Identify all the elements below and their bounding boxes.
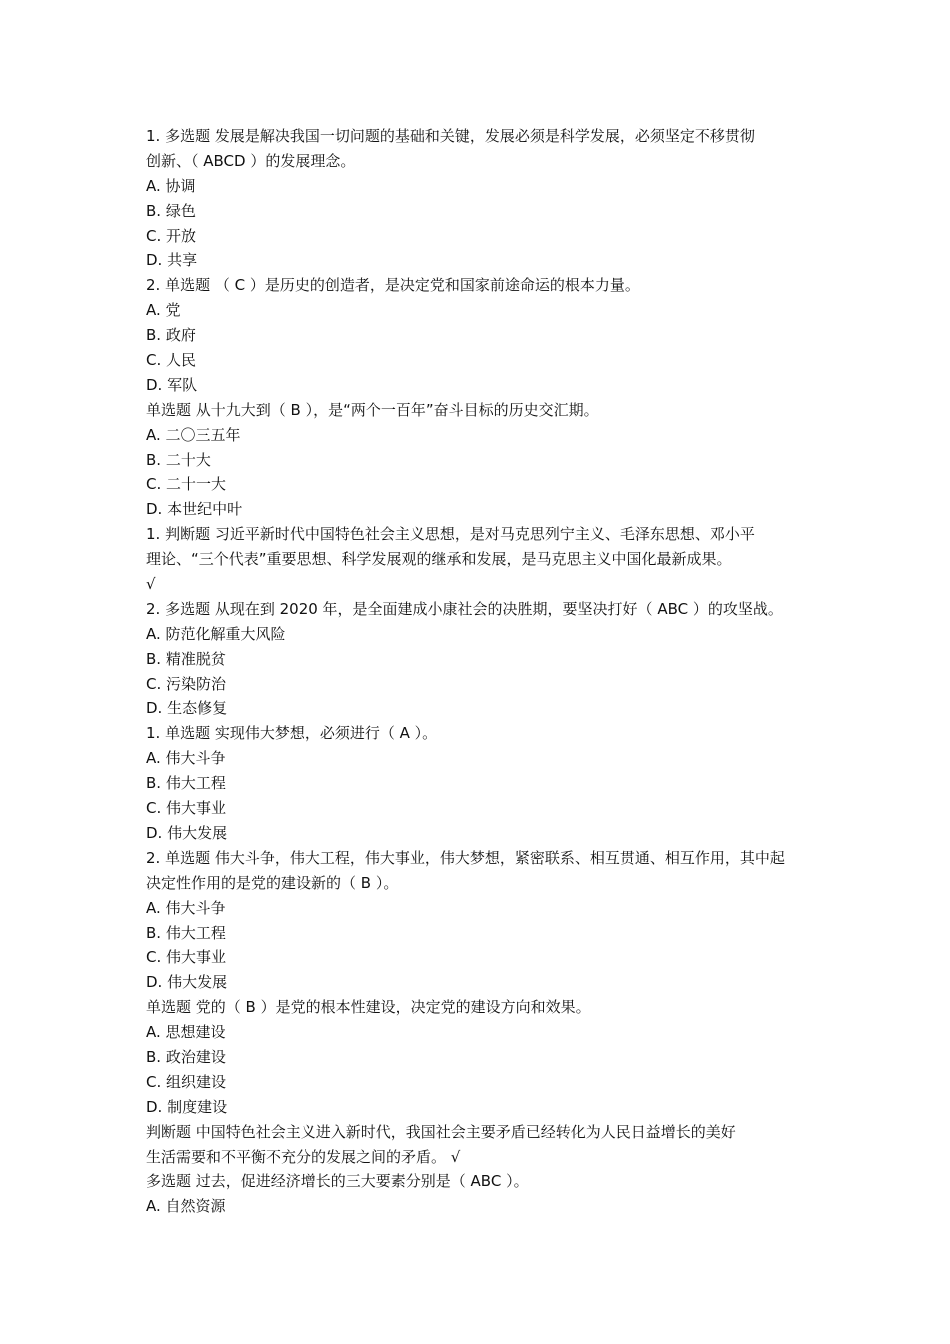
text-line: B. 精准脱贫 [146,649,226,668]
text-line: 多选题 过去，促进经济增长的三大要素分别是（ ABC ）。 [146,1172,529,1191]
text-line: B. 政治建设 [146,1047,226,1066]
text-line: A. 二〇三五年 [146,425,241,444]
text-line: A. 协调 [146,176,196,195]
text-line: 2. 单选题 伟大斗争，伟大工程，伟大事业，伟大梦想，紧密联系、相互贯通、相互作用，其中起 [146,848,785,867]
text-line: 2. 单选题 （ C ）是历史的创造者，是决定党和国家前途命运的根本力量。 [146,276,640,295]
text-line: B. 绿色 [146,201,196,220]
text-line: D. 生态修复 [146,699,228,718]
text-line: C. 开放 [146,226,197,245]
text-line: C. 伟大事业 [146,948,227,967]
text-line: A. 伟大斗争 [146,749,226,768]
text-line: D. 军队 [146,375,198,394]
text-line: C. 人民 [146,351,197,370]
text-line: D. 伟大发展 [146,973,228,992]
text-line: 1. 判断题 习近平新时代中国特色社会主义思想，是对马克思列宁主义、毛泽东思想、邓小平 [146,525,755,544]
text-line: C. 污染防治 [146,674,227,693]
text-line: D. 制度建设 [146,1097,228,1116]
text-line: D. 伟大发展 [146,823,228,842]
text-line: B. 政府 [146,326,196,345]
text-line: A. 党 [146,301,181,320]
text-line: 理论、“三个代表”重要思想、科学发展观的继承和发展，是马克思主义中国化最新成果。 [146,550,732,569]
text-line: A. 思想建设 [146,1023,226,1042]
text-line: 判断题 中国特色社会主义进入新时代，我国社会主要矛盾已经转化为人民日益增长的美好 [146,1122,736,1141]
text-line: B. 伟大工程 [146,774,226,793]
text-line: A. 伟大斗争 [146,898,226,917]
text-line: B. 伟大工程 [146,923,226,942]
text-line: C. 二十一大 [146,475,227,494]
text-line: D. 本世纪中叶 [146,500,243,519]
text-line: 创新、（ ABCD ）的发展理念。 [146,151,356,170]
text-line: 单选题 党的（ B ）是党的根本性建设，决定党的建设方向和效果。 [146,998,591,1017]
text-line: A. 自然资源 [146,1197,226,1216]
text-line: 生活需要和不平衡不充分的发展之间的矛盾。 √ [146,1147,461,1166]
text-line: 决定性作用的是党的建设新的（ B ）。 [146,873,399,892]
text-line: 1. 单选题 实现伟大梦想，必须进行（ A ）。 [146,724,438,743]
text-line: C. 伟大事业 [146,799,227,818]
text-line: 1. 多选题 发展是解决我国一切问题的基础和关键，发展必须是科学发展，必须坚定不移贯彻 [146,127,755,145]
text-line: A. 防范化解重大风险 [146,624,286,643]
text-line: C. 组织建设 [146,1072,227,1091]
text-line: B. 二十大 [146,450,211,469]
text-line: 单选题 从十九大到（ B ），是“两个一百年”奋斗目标的历史交汇期。 [146,400,599,419]
text-line: 2. 多选题 从现在到 2020 年，是全面建成小康社会的决胜期，要坚决打好（ ABC ）的攻坚战。 [146,599,783,618]
text-line: D. 共享 [146,251,198,270]
document-body [146,124,816,1219]
text-line: √ [146,575,156,594]
